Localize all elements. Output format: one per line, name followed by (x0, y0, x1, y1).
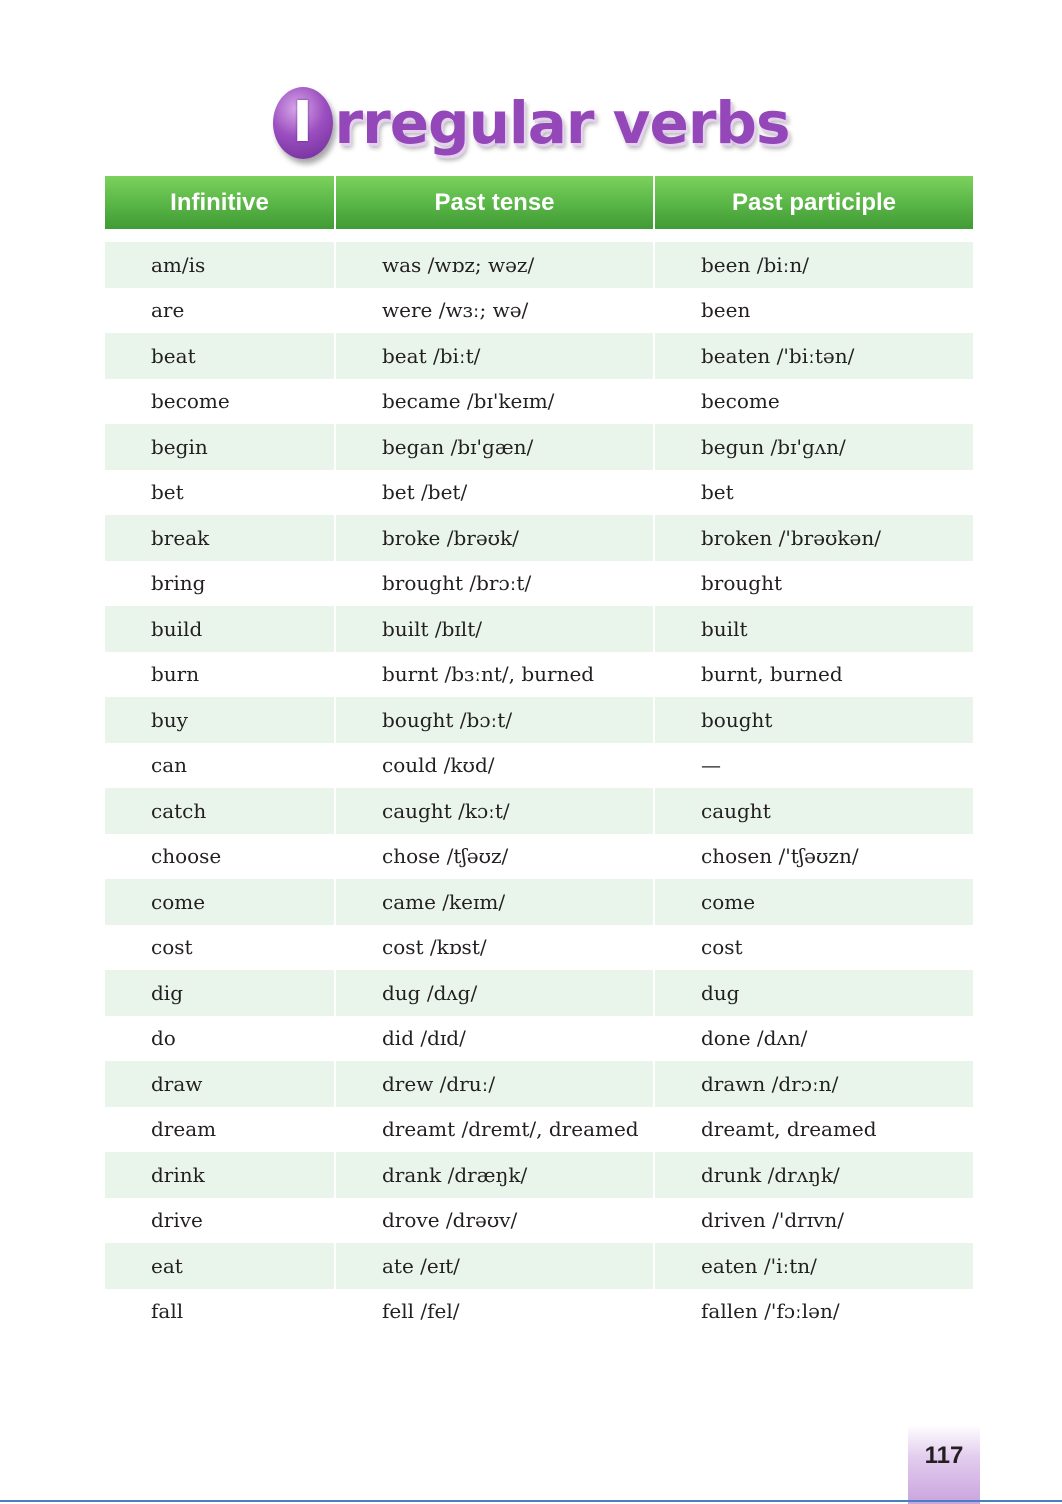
cell-past-participle: bet (701, 480, 734, 505)
cell-past-tense: beat /biːt/ (336, 333, 655, 379)
cell-past-tense: drank /dræŋk/ (336, 1152, 655, 1198)
cell-past-tense: were /wɜː; wə/ (336, 288, 655, 334)
cell-past-tense: dug /dʌg/ (336, 970, 655, 1016)
table-row (105, 1289, 973, 1335)
cell-past-participle: done /dʌn/ (701, 1026, 808, 1051)
table-row (105, 970, 973, 1016)
page-number: 117 (924, 1441, 964, 1469)
cell-past-participle: beaten /'biːtən/ (655, 333, 973, 379)
irregular-verbs-table (105, 176, 973, 1334)
cell-infinitive: bring (105, 561, 336, 607)
cell-past-participle: brought (701, 571, 783, 596)
header-past-tense: Past tense (336, 176, 655, 229)
table-row (105, 1243, 973, 1289)
cell-past-tense: brought /brɔːt/ (336, 561, 655, 607)
table-row (105, 1016, 973, 1062)
cell-past-tense: built /bɪlt/ (336, 606, 655, 652)
table-row (105, 1107, 973, 1153)
cell-infinitive: begin (105, 424, 336, 470)
cell-past-tense: caught /kɔːt/ (336, 788, 655, 834)
table-row (105, 242, 973, 288)
cell-past-tense: cost /kɒst/ (336, 925, 655, 971)
table-row (105, 879, 973, 925)
cell-past-participle: dreamt, dreamed (701, 1117, 877, 1142)
cell-past-participle: chosen /'tʃəʊzn/ (701, 844, 859, 869)
title-initial-badge (273, 87, 333, 159)
table-row (105, 743, 973, 789)
title-initial-letter: I (292, 90, 313, 155)
table-row (105, 788, 973, 834)
cell-infinitive: buy (105, 697, 336, 743)
cell-infinitive: come (105, 879, 336, 925)
header-past-participle: Past participle (731, 188, 897, 216)
table-body (105, 242, 973, 1334)
cell-past-tense: drew /druː/ (336, 1061, 655, 1107)
cell-past-tense: was /wɒz; wəz/ (336, 242, 655, 288)
cell-infinitive: choose (105, 834, 336, 880)
page-title (0, 78, 1062, 168)
table-row (105, 333, 973, 379)
cell-infinitive: build (105, 606, 336, 652)
cell-infinitive: drink (105, 1152, 336, 1198)
cell-infinitive: eat (105, 1243, 336, 1289)
cell-past-tense: bought /bɔːt/ (336, 697, 655, 743)
page-number-tab (908, 1425, 980, 1504)
cell-infinitive: drive (105, 1198, 336, 1244)
table-row (105, 1198, 973, 1244)
cell-infinitive: am/is (105, 242, 336, 288)
table-row (105, 925, 973, 971)
table-header-row (105, 176, 973, 229)
cell-infinitive: are (105, 288, 336, 334)
cell-past-tense: could /kʊd/ (336, 743, 655, 789)
table-row (105, 652, 973, 698)
cell-past-participle: fallen /'fɔːlən/ (701, 1299, 840, 1324)
table-row (105, 834, 973, 880)
cell-past-tense: became /bɪ'keɪm/ (336, 379, 655, 425)
table-row (105, 288, 973, 334)
cell-infinitive: become (105, 379, 336, 425)
cell-infinitive: dig (105, 970, 336, 1016)
cell-past-participle: dug (655, 970, 973, 1016)
cell-infinitive: do (105, 1016, 336, 1062)
cell-infinitive: draw (105, 1061, 336, 1107)
cell-past-tense: did /dɪd/ (336, 1016, 655, 1062)
cell-past-tense: came /keɪm/ (336, 879, 655, 925)
cell-infinitive: catch (105, 788, 336, 834)
cell-past-tense: drove /drəʊv/ (336, 1198, 655, 1244)
cell-past-participle: caught (655, 788, 973, 834)
cell-past-participle: become (701, 389, 780, 414)
cell-past-tense: burnt /bɜːnt/, burned (336, 652, 655, 698)
cell-past-participle: driven /'drɪvn/ (701, 1208, 845, 1233)
cell-infinitive: dream (105, 1107, 336, 1153)
cell-past-participle: drunk /drʌŋk/ (655, 1152, 973, 1198)
cell-past-participle: bought (655, 697, 973, 743)
cell-past-participle: drawn /drɔːn/ (655, 1061, 973, 1107)
header-infinitive: Infinitive (105, 176, 336, 229)
cell-past-participle: come (655, 879, 973, 925)
cell-infinitive: can (105, 743, 336, 789)
cell-past-tense: began /bɪ'gæn/ (336, 424, 655, 470)
table-row (105, 1061, 973, 1107)
cell-past-participle: cost (701, 935, 743, 960)
table-row (105, 697, 973, 743)
cell-infinitive: break (105, 515, 336, 561)
table-row (105, 606, 973, 652)
title-wordmark (273, 87, 790, 159)
cell-infinitive: fall (105, 1289, 336, 1335)
cell-past-participle: eaten /'iːtn/ (655, 1243, 973, 1289)
table-row (105, 379, 973, 425)
cell-past-participle: burnt, burned (701, 662, 843, 687)
cell-past-tense: broke /brəʊk/ (336, 515, 655, 561)
table-row (105, 424, 973, 470)
table-row (105, 1152, 973, 1198)
cell-past-tense: dreamt /dremt/, dreamed (336, 1107, 655, 1153)
cell-infinitive: bet (105, 470, 336, 516)
table-row (105, 470, 973, 516)
cell-past-participle: been (701, 298, 751, 323)
cell-past-participle: been /biːn/ (655, 242, 973, 288)
cell-past-participle: begun /bɪ'gʌn/ (655, 424, 973, 470)
cell-past-tense: fell /fel/ (336, 1289, 655, 1335)
cell-past-participle: broken /'brəʊkən/ (655, 515, 973, 561)
bottom-divider (0, 1500, 1062, 1502)
cell-infinitive: burn (105, 652, 336, 698)
table-row (105, 561, 973, 607)
cell-past-participle: — (701, 753, 721, 778)
cell-infinitive: cost (105, 925, 336, 971)
cell-infinitive: beat (105, 333, 336, 379)
cell-past-tense: bet /bet/ (336, 470, 655, 516)
cell-past-tense: ate /eɪt/ (336, 1243, 655, 1289)
table-row (105, 515, 973, 561)
cell-past-participle: built (655, 606, 973, 652)
title-text: rregular verbs (334, 89, 790, 157)
cell-past-tense: chose /tʃəʊz/ (336, 834, 655, 880)
